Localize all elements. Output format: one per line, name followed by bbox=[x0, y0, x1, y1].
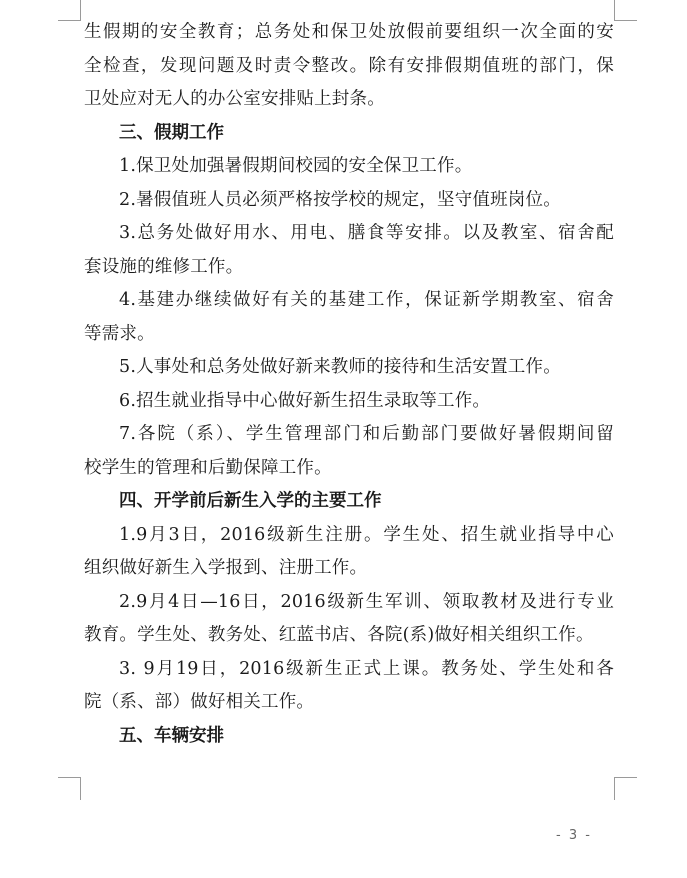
text-line: 教育。学生处、教务处、红蓝书店、各院(系)做好相关组织工作。 bbox=[84, 625, 594, 645]
list-item bbox=[84, 184, 614, 218]
text-line: 6.招生就业指导中心做好新生招生录取等工作。 bbox=[119, 390, 491, 411]
crop-mark-top-left bbox=[58, 0, 81, 21]
crop-mark-bottom-left bbox=[58, 777, 81, 800]
document-body bbox=[84, 16, 614, 753]
list-item bbox=[84, 217, 614, 284]
text-line: 2.暑假值班人员必须严格按学校的规定，坚守值班岗位。 bbox=[119, 189, 561, 210]
text-line: 卫处应对无人的办公室安排贴上封条。 bbox=[84, 89, 385, 109]
text-line: 套设施的维修工作。 bbox=[84, 256, 244, 277]
list-item bbox=[84, 284, 614, 351]
list-item bbox=[84, 150, 614, 184]
text-line: 2.9月4日—16日，2016级新生军训、领取教材及进行专业 bbox=[119, 591, 614, 612]
list-item bbox=[84, 653, 614, 720]
text-line: 全检查，发现问题及时责令整改。除有安排假期值班的部门，保 bbox=[84, 55, 614, 76]
crop-mark-top-right bbox=[614, 0, 637, 21]
text-line: 1.保卫处加强暑假期间校园的安全保卫工作。 bbox=[119, 156, 473, 176]
list-item bbox=[84, 351, 614, 385]
text-line: 生假期的安全教育；总务处和保卫处放假前要组织一次全面的安 bbox=[84, 22, 614, 42]
section-heading-4: 四、开学前后新生入学的主要工作 bbox=[119, 491, 382, 511]
text-line: 3.总务处做好用水、用电、膳食等安排。以及教室、宿舍配 bbox=[119, 223, 614, 243]
section-heading-5: 五、车辆安排 bbox=[119, 725, 224, 746]
text-line: 组织做好新生入学报到、注册工作。 bbox=[84, 558, 368, 578]
text-line: 1.9月3日，2016级新生注册。学生处、招生就业指导中心 bbox=[119, 524, 614, 545]
text-line: 院（系、部）做好相关工作。 bbox=[84, 692, 315, 712]
list-item bbox=[84, 586, 614, 653]
text-line: 校学生的管理和后勤保障工作。 bbox=[84, 457, 332, 478]
paragraph-intro bbox=[84, 16, 614, 117]
text-line: 7.各院（系）、学生管理部门和后勤部门要做好暑假期间留 bbox=[119, 424, 614, 444]
page-number: - 3 - bbox=[556, 828, 592, 843]
crop-mark-bottom-right bbox=[614, 777, 637, 800]
text-line: 4.基建办继续做好有关的基建工作，保证新学期教室、宿舍 bbox=[119, 290, 614, 310]
text-line: 等需求。 bbox=[84, 323, 155, 344]
text-line: 3. 9月19日，2016级新生正式上课。教务处、学生处和各 bbox=[119, 658, 614, 679]
list-item bbox=[84, 385, 614, 419]
list-item bbox=[84, 418, 614, 485]
list-item bbox=[84, 519, 614, 586]
section-heading-3: 三、假期工作 bbox=[119, 122, 224, 143]
text-line: 5.人事处和总务处做好新来教师的接待和生活安置工作。 bbox=[119, 357, 561, 377]
